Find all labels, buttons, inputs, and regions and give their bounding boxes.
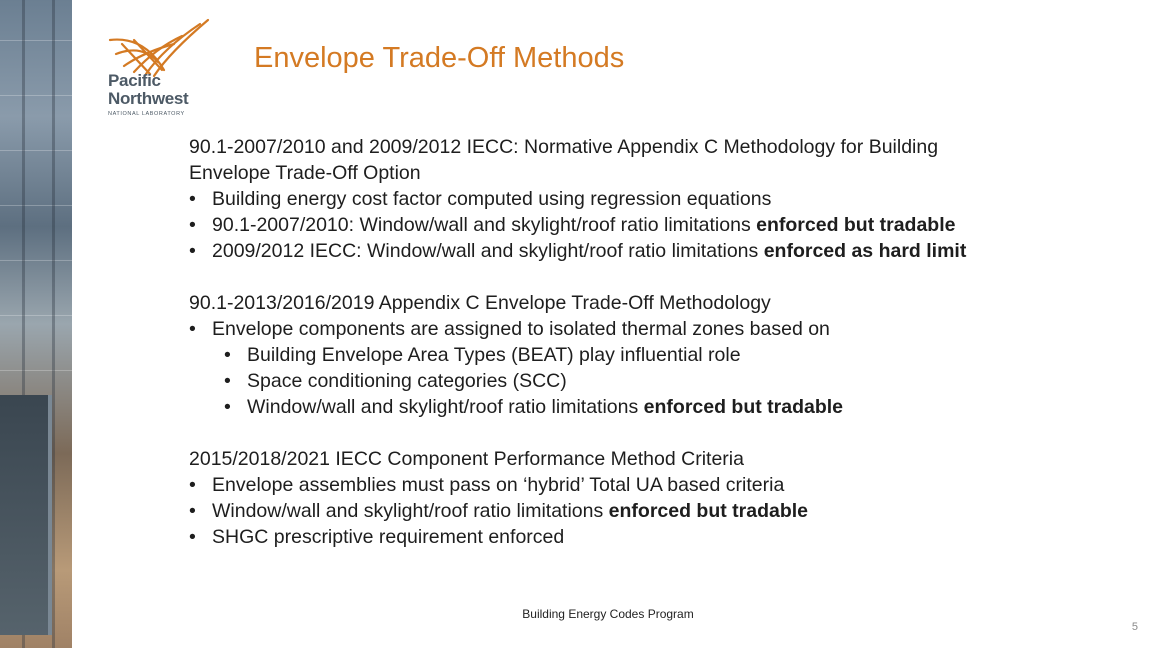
bullet-glyph: •: [224, 396, 231, 418]
bullet-glyph: •: [189, 188, 196, 210]
bullet-glyph: •: [189, 526, 196, 548]
list-item-text: Building Envelope Area Types (BEAT) play influential role: [247, 344, 741, 366]
list-item: [189, 472, 1089, 498]
slide-body: [189, 134, 1089, 576]
list-item-text: 2009/2012 IECC: Window/wall and skylight/roof ratio limitations: [212, 240, 764, 262]
list-item-text: Envelope components are assigned to isolated thermal zones based on: [212, 318, 830, 340]
logo-line-northwest: Northwest: [108, 89, 189, 108]
sub-list-item: [189, 368, 1089, 394]
bullet-glyph: •: [189, 474, 196, 496]
bullet-glyph: •: [189, 318, 196, 340]
section-appendix-c-2007: [189, 134, 1089, 264]
bullet-glyph: •: [224, 344, 231, 366]
list-item: [189, 524, 1089, 550]
list-item-text: Envelope assemblies must pass on ‘hybrid’ Total UA based criteria: [212, 474, 785, 496]
section-heading: 90.1-2013/2016/2019 Appendix C Envelope Trade-Off Methodology: [189, 292, 771, 314]
list-item-text: SHGC prescriptive requirement enforced: [212, 526, 565, 548]
section-heading-cont: Envelope Trade-Off Option: [189, 162, 421, 184]
bullet-glyph: •: [224, 370, 231, 392]
bullet-glyph: •: [189, 214, 196, 236]
logo-line-national-laboratory: NATIONAL LABORATORY: [108, 111, 185, 117]
list-item-text: Window/wall and skylight/roof ratio limitations: [212, 500, 609, 522]
section-heading: 90.1-2007/2010 and 2009/2012 IECC: Normative Appendix C Methodology for Building: [189, 136, 939, 158]
list-item: [189, 186, 1089, 212]
list-item-emphasis: enforced but tradable: [608, 500, 809, 522]
bullet-glyph: •: [189, 500, 196, 522]
building-photo-strip: [0, 0, 72, 648]
section-appendix-c-2013: [189, 290, 1089, 420]
list-item-text: Building energy cost factor computed using regression equations: [212, 188, 772, 210]
building-door: [0, 395, 52, 635]
list-item: [189, 498, 1089, 524]
list-item-emphasis: enforced but tradable: [643, 396, 844, 418]
page-number: 5: [1131, 621, 1138, 633]
sub-list-item: [189, 342, 1089, 368]
list-item-emphasis: enforced as hard limit: [763, 240, 967, 262]
bullet-glyph: •: [189, 240, 196, 262]
list-item-text: 90.1-2007/2010: Window/wall and skylight/roof ratio limitations: [212, 214, 757, 236]
slide-footer: Building Energy Codes Program: [522, 607, 694, 621]
slide-title: Envelope Trade-Off Methods: [254, 42, 625, 74]
sub-list-item: [189, 394, 1089, 420]
list-item: [189, 316, 1089, 342]
section-iecc-cpm: [189, 446, 1089, 550]
pnnl-wordmark: [108, 72, 188, 117]
logo-line-pacific: Pacific: [108, 71, 161, 90]
list-item-text: Space conditioning categories (SCC): [247, 370, 567, 392]
list-item: [189, 212, 1089, 238]
list-item-text: Window/wall and skylight/roof ratio limitations: [247, 396, 644, 418]
section-heading: 2015/2018/2021 IECC Component Performance Method Criteria: [189, 448, 744, 470]
list-item-emphasis: enforced but tradable: [756, 214, 956, 236]
list-item: [189, 238, 1089, 264]
